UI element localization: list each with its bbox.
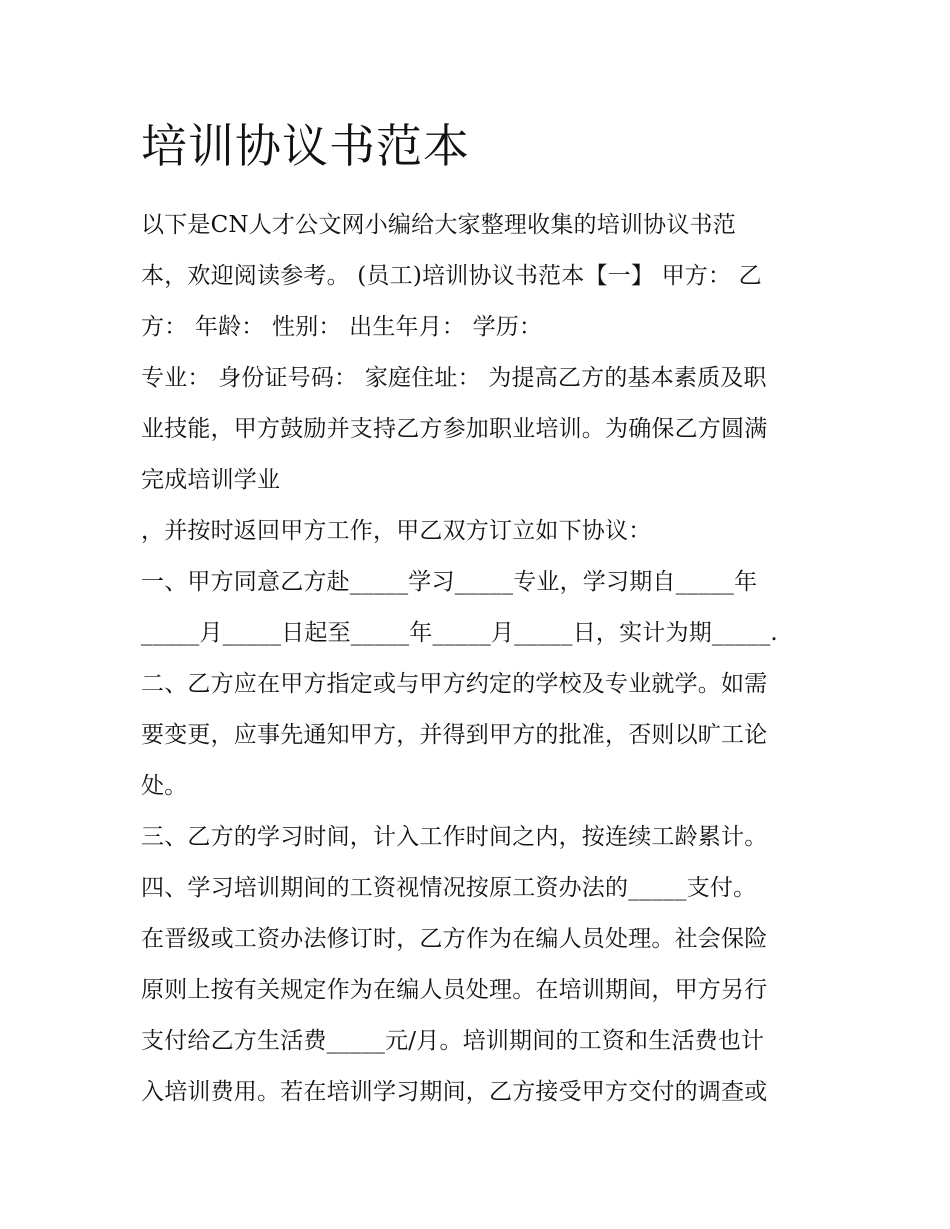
body-line: 原则上按有关规定作为在编人员处理。在培训期间，甲方另行 xyxy=(141,977,768,1003)
body-line: 一、甲方同意乙方赴_____学习_____专业，学习期自_____年 xyxy=(141,569,758,595)
body-line: 处。 xyxy=(141,773,188,799)
body-line: 要变更，应事先通知甲方，并得到甲方的批准，否则以旷工论 xyxy=(141,722,768,748)
body-line: 以下是CN人才公文网小编给大家整理收集的培训协议书范 xyxy=(141,212,736,238)
body-line: 业技能，甲方鼓励并支持乙方参加职业培训。为确保乙方圆满 xyxy=(141,416,768,442)
body-line: 方： 年龄： 性别： 出生年月： 学历： xyxy=(141,314,543,340)
body-line: 三、乙方的学习时间，计入工作时间之内，按连续工龄累计。 xyxy=(141,824,768,850)
document-title: 培训协议书范本 xyxy=(141,119,470,173)
body-line: 四、学习培训期间的工资视情况按原工资办法的_____支付。 xyxy=(141,875,757,901)
body-line: 本，欢迎阅读参考。 (员工)培训协议书范本【一】 甲方： 乙 xyxy=(141,263,762,289)
document-body xyxy=(141,200,821,1118)
body-line: 在晋级或工资办法修订时，乙方作为在编人员处理。社会保险 xyxy=(141,926,768,952)
body-line: 专业： 身份证号码： 家庭住址： 为提高乙方的基本素质及职 xyxy=(141,365,767,391)
body-line: 入培训费用。若在培训学习期间，乙方接受甲方交付的调查或 xyxy=(141,1079,768,1105)
body-line: 完成培训学业 xyxy=(141,467,281,493)
body-line: ，并按时返回甲方工作，甲乙双方订立如下协议： xyxy=(141,518,652,544)
body-line: 支付给乙方生活费_____元/月。培训期间的工资和生活费也计 xyxy=(141,1028,765,1054)
body-line: _____月_____日起至_____年_____月_____日，实计为期_____. xyxy=(141,620,778,646)
body-line: 二、乙方应在甲方指定或与甲方约定的学校及专业就学。如需 xyxy=(141,671,768,697)
